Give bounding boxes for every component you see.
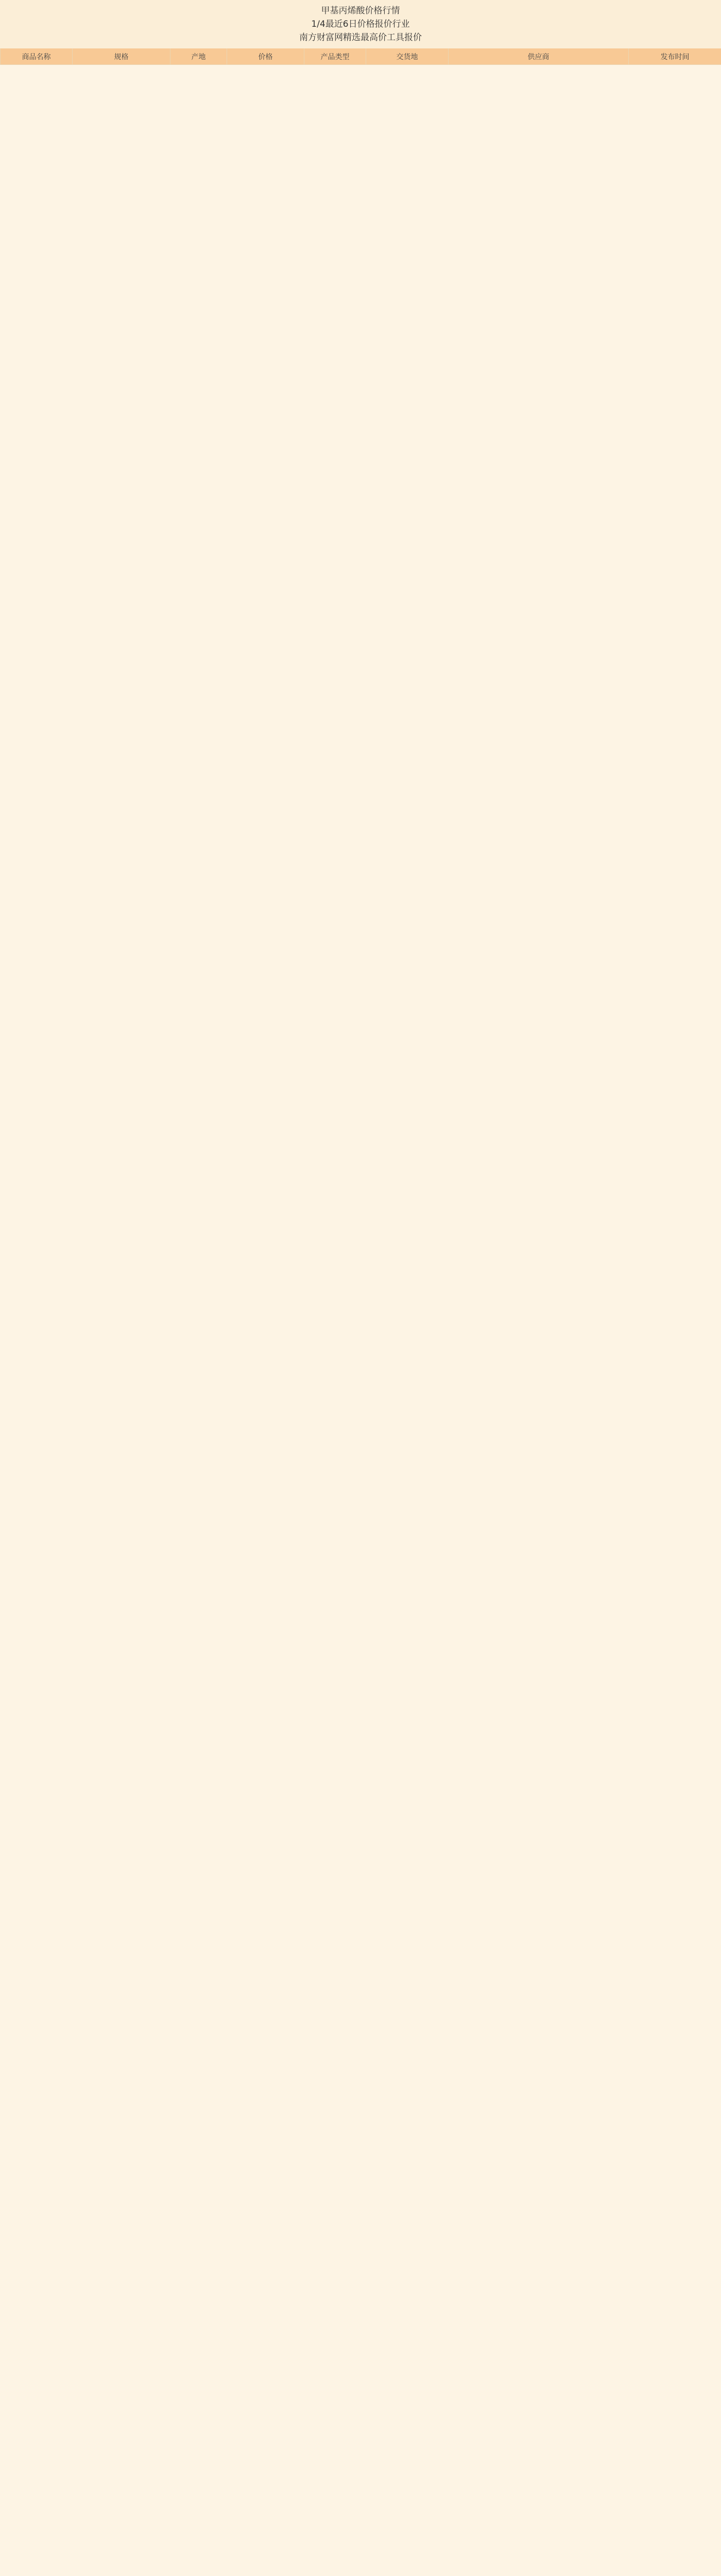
- column-header: 交货地: [366, 48, 449, 65]
- table-header-row: [1, 48, 721, 65]
- page-header: [0, 0, 721, 48]
- column-header: 商品名称: [1, 48, 73, 65]
- price-table-body: [1, 48, 721, 65]
- price-table: [0, 48, 721, 65]
- column-header: 规格: [73, 48, 170, 65]
- header-note: 南方财富网精选最高价工具报价: [299, 32, 422, 43]
- column-header: 价格: [227, 48, 304, 65]
- column-header: 供应商: [449, 48, 629, 65]
- column-header: 产品类型: [304, 48, 366, 65]
- header-subtitle: 1/4最近6日价格报价行业: [311, 19, 410, 29]
- column-header: 发布时间: [629, 48, 721, 65]
- column-header: 产地: [170, 48, 227, 65]
- header-title: 甲基丙烯酸价格行情: [321, 6, 400, 16]
